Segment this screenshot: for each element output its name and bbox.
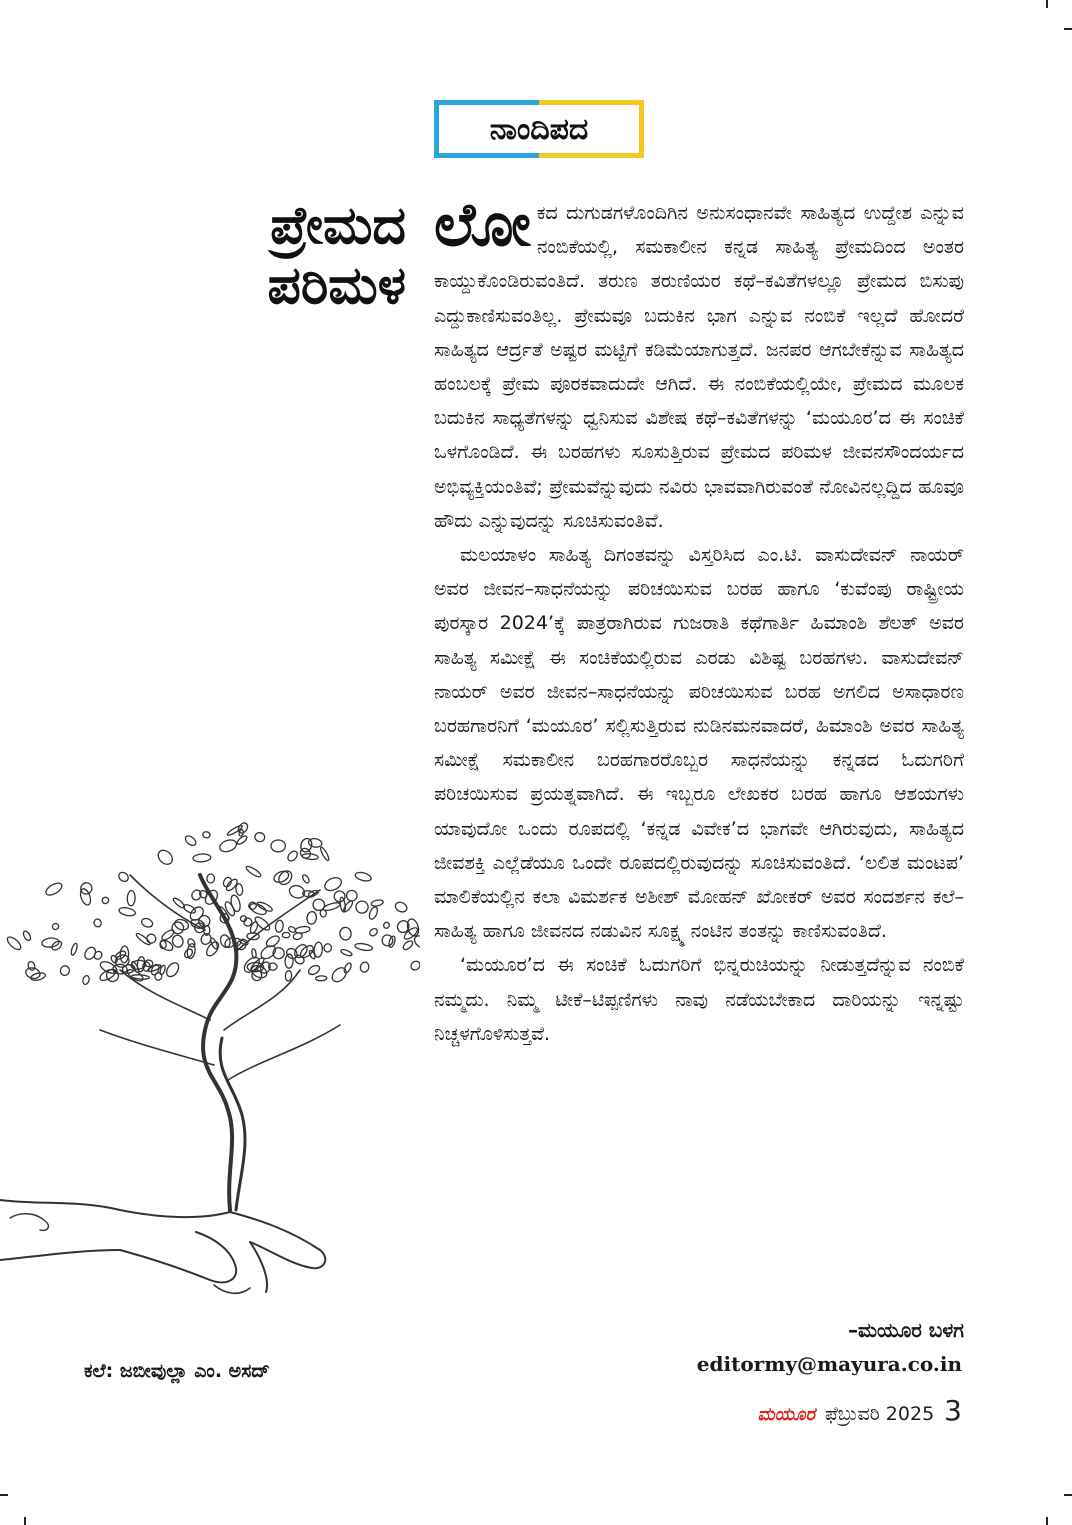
- leaf-scribble: [59, 965, 71, 977]
- leaf-scribble: [51, 922, 59, 930]
- page-footer: [757, 1394, 962, 1427]
- leaf-scribble: [344, 888, 359, 903]
- headline-line-2: ಪರಿಮಳ: [267, 256, 406, 316]
- leaf-scribble: [245, 865, 262, 879]
- crop-mark: [1046, 0, 1048, 8]
- leaf-scribble: [164, 961, 181, 979]
- leaf-scribble: [248, 901, 257, 910]
- editor-email[interactable]: editormy@mayura.co.in: [696, 1352, 962, 1376]
- leaf-scribble: [271, 840, 285, 852]
- leaf-scribble: [368, 927, 378, 937]
- leaf-scribble: [322, 901, 341, 912]
- leaf-scribble: [182, 903, 196, 915]
- leaf-scribble: [145, 933, 157, 945]
- leaf-scribble: [301, 874, 310, 884]
- leaf-scribble: [82, 975, 90, 985]
- leaf-scribble: [330, 965, 349, 984]
- crop-mark: [1046, 1517, 1048, 1525]
- leaf-scribble: [93, 918, 102, 928]
- leaf-scribble: [202, 831, 210, 838]
- leaf-scribble: [222, 876, 233, 888]
- leaf-scribble: [209, 937, 218, 950]
- leaf-scribble: [359, 961, 369, 973]
- leaf-scribble: [402, 939, 414, 951]
- leaf-scribble: [368, 906, 379, 921]
- tree-hand-illustration: [0, 780, 420, 1300]
- leaf-scribble: [293, 932, 303, 940]
- leaf-scribble: [30, 972, 46, 982]
- leaf-scribble: [5, 935, 23, 952]
- signature: –ಮಯೂರ ಬಳಗ: [848, 1318, 964, 1342]
- leaf-scribble: [319, 846, 330, 861]
- leaf-scribble: [340, 948, 353, 957]
- leaf-scribble: [118, 906, 136, 917]
- leaf-scribble: [229, 894, 241, 912]
- leaf-scribble: [218, 838, 238, 854]
- leaf-scribble: [120, 946, 129, 963]
- tree-canopy: [5, 821, 420, 985]
- leaf-scribble: [27, 961, 36, 972]
- leaf-scribble: [356, 901, 369, 913]
- leaf-scribble: [256, 900, 273, 912]
- leaf-scribble: [249, 921, 259, 934]
- leaf-scribble: [204, 940, 221, 958]
- leaf-scribble: [101, 896, 110, 904]
- leaf-scribble: [323, 875, 344, 893]
- leaf-scribble: [354, 871, 372, 883]
- leaf-scribble: [307, 964, 321, 977]
- leaf-scribble: [127, 890, 135, 905]
- leaf-scribble: [41, 937, 59, 948]
- leaf-scribble: [406, 918, 420, 938]
- leaf-scribble: [184, 834, 198, 847]
- leaf-scribble: [171, 934, 184, 948]
- crop-mark: [0, 1494, 8, 1496]
- article-paragraph-2: ಮಲಯಾಳಂ ಸಾಹಿತ್ಯ ದಿಗಂತವನ್ನು ವಿಸ್ತರಿಸಿದ ಎಂ.ಟಿ. ವಾಸುದೇವನ್ ನಾಯರ್ ಅವರ ಜೀವನ–ಸಾಧನೆಯನ್ನು ಪರಿಚಯಿಸುವ ಬರಹ ಹಾಗೂ ‘ಕುವೆಂಪು ರಾಷ್ಟ್ರೀಯ ಪುರಸ್ಕಾರ 2024’ಕ್ಕೆ ಪಾತ್ರರಾಗಿರುವ ಗುಜರಾತಿ ಕಥೆಗಾರ್ತಿ ಹಿಮಾಂಶಿ ಶೆಲತ್ ಅವರ ಸಾಹಿತ್ಯ ಸಮೀಕ್ಷೆ ಈ ಸಂಚಿಕೆಯಲ್ಲಿರುವ ಎರಡು ವಿಶಿಷ್ಟ ಬರಹಗಳು. ವಾಸುದೇವನ್ ನಾಯರ್ ಅವರ ಜೀವನ–ಸಾಧನೆಯನ್ನು ಪರಿಚಯಿಸುವ ಬರಹ ಅಗಲಿದ ಅಸಾಧಾರಣ ಬರಹಗಾರನಿಗೆ ‘ಮಯೂರ’ ಸಲ್ಲಿಸುತ್ತಿರುವ ನುಡಿನಮನವಾದರೆ, ಹಿಮಾಂಶಿ ಅವರ ಸಾಹಿತ್ಯ ಸಮೀಕ್ಷೆ ಸಮಕಾಲೀನ ಬರಹಗಾರರೊಬ್ಬರ ಸಾಧನೆಯನ್ನು ಕನ್ನಡದ ಓದುಗರಿಗೆ ಪರಿಚಯಿಸುವ ಪ್ರಯತ್ನವಾಗಿದೆ. ಈ ಇಬ್ಬರೂ ಲೇಖಕರ ಬರಹ ಹಾಗೂ ಆಶಯಗಳು ಯಾವುದೋ ಒಂದು ರೂಪದಲ್ಲಿ ‘ಕನ್ನಡ ವಿವೇಕ’ದ ಭಾಗವೇ ಆಗಿರುವುದು, ಸಾಹಿತ್ಯದ ಜೀವಶಕ್ತಿ ಎಲ್ಲೆಡೆಯೂ ಒಂದೇ ರೂಪದಲ್ಲಿರುವುದನ್ನು ಸೂಚಿಸುವಂತಿದೆ. ‘ಲಲಿತ ಮಂಟಪ’ ಮಾಲಿಕೆಯಲ್ಲಿನ ಕಲಾ ವಿಮರ್ಶಕ ಅಶೀಶ್ ಮೋಹನ್ ಖೋಕರ್ ಅವರ ಸಂದರ್ಶನ ಕಲೆ–ಸಾಹಿತ್ಯ ಹಾಗೂ ಜೀವನದ ನಡುವಿನ ಸೂಕ್ಷ್ಮ ನಂಟಿನ ತಂತನ್ನು ಕಾಣಿಸುವಂತಿದೆ.: [434, 544, 964, 943]
- leaf-scribble: [354, 942, 373, 951]
- leaf-scribble: [104, 967, 121, 984]
- leaf-scribble: [254, 832, 265, 843]
- art-credit: ಕಲೆ: ಜಬೀವುಲ್ಲಾ ಎಂ. ಅಸದ್: [84, 1360, 270, 1382]
- drop-cap: ಲೋ: [434, 190, 531, 260]
- leaf-scribble: [306, 911, 317, 925]
- crop-mark: [1064, 28, 1072, 30]
- section-tag: ನಾಂದಿಪದ: [434, 100, 644, 158]
- leaf-scribble: [79, 888, 93, 907]
- leaf-scribble: [339, 927, 352, 941]
- headline: [216, 196, 406, 316]
- leaf-scribble: [316, 976, 327, 981]
- article-paragraph-3: ‘ಮಯೂರ’ದ ಈ ಸಂಚಿಕೆ ಓದುಗರಿಗೆ ಭಿನ್ನರುಚಿಯನ್ನು ನೀಡುತ್ತದೆನ್ನುವ ನಂಬಿಕೆ ನಮ್ಮದು. ನಿಮ್ಮ ಟೀಕೆ–ಟಿಪ್ಪಣಿಗಳು ನಾವು ನಡೆಯಬೇಕಾದ ದಾರಿಯನ್ನು ಇನ್ನಷ್ಟು ನಿಚ್ಚಳಗೊಳಿಸುತ್ತವೆ.: [434, 954, 964, 1045]
- leaf-scribble: [140, 917, 154, 929]
- leaf-scribble: [155, 847, 175, 867]
- article-paragraph-1: [434, 190, 964, 538]
- leaf-scribble: [188, 905, 206, 923]
- leaf-scribble: [22, 930, 32, 942]
- leaf-scribble: [285, 970, 292, 981]
- leaf-scribble: [285, 954, 293, 968]
- leaf-scribble: [371, 899, 384, 907]
- leaf-scribble: [117, 870, 130, 883]
- leaf-scribble: [409, 959, 420, 971]
- editorial-article: [434, 190, 964, 1051]
- leaf-scribble: [383, 921, 390, 929]
- leaf-scribble: [70, 943, 78, 956]
- magazine-logo: ಮಯೂರ: [757, 1404, 815, 1425]
- leaf-scribble: [193, 853, 211, 862]
- page-number: 3: [944, 1394, 962, 1427]
- paragraph-text: ಕದ ದುಗುಡಗಳೊಂದಿಗಿನ ಅನುಸಂಧಾನವೇ ಸಾಹಿತ್ಯದ ಉದ್ದೇಶ ಎನ್ನುವ ನಂಬಿಕೆಯಲ್ಲಿ, ಸಮಕಾಲೀನ ಕನ್ನಡ ಸಾಹಿತ್ಯ ಪ್ರೇಮದಿಂದ ಅಂತರ ಕಾಯ್ದುಕೊಂಡಿರುವಂತಿದೆ. ತರುಣ ತರುಣಿಯರ ಕಥೆ–ಕವಿತೆಗಳಲ್ಲೂ ಪ್ರೇಮದ ಬಿಸುಪು ಎದ್ದುಕಾಣಿಸುವಂತಿಲ್ಲ. ಪ್ರೇಮವೂ ಬದುಕಿನ ಭಾಗ ಎನ್ನುವ ನಂಬಿಕೆ ಇಲ್ಲದೆ ಹೋದರೆ ಸಾಹಿತ್ಯದ ಆರ್ದ್ರತೆ ಅಷ್ಟರ ಮಟ್ಟಿಗೆ ಕಡಿಮೆಯಾಗುತ್ತದೆ. ಜನಪರ ಆಗಬೇಕೆನ್ನುವ ಸಾಹಿತ್ಯದ ಹಂಬಲಕ್ಕೆ ಪ್ರೇಮ ಪೂರಕವಾದುದೇ ಆಗಿದೆ. ಈ ನಂಬಿಕೆಯಲ್ಲಿಯೇ, ಪ್ರೇಮದ ಮೂಲಕ ಬದುಕಿನ ಸಾಧ್ಯತೆಗಳನ್ನು ಧ್ವನಿಸುವ ವಿಶೇಷ ಕಥೆ–ಕವಿತೆಗಳನ್ನು ‘ಮಯೂರ’ದ ಈ ಸಂಚಿಕೆ ಒಳಗೊಂಡಿದೆ. ಈ ಬರಹಗಳು ಸೂಸುತ್ತಿರುವ ಪ್ರೇಮದ ಪರಿಮಳ ಜೀವನಸೌಂದರ್ಯದ ಅಭಿವ್ಯಕ್ತಿಯಂತಿವೆ; ಪ್ರೇಮವೆನ್ನುವುದು ನವಿರು ಭಾವವಾಗಿರುವಂತೆ ನೋವಿನಲ್ಲದ್ದಿದ ಹೂವೂ ಹೌದು ಎನ್ನುವುದನ್ನು ಸೂಚಿಸುವಂತಿವೆ.: [434, 202, 964, 532]
- leaf-scribble: [135, 932, 151, 946]
- crop-mark: [1064, 1494, 1072, 1496]
- leaf-scribble: [275, 920, 284, 933]
- leaf-scribble: [286, 849, 299, 862]
- leaf-scribble: [394, 900, 409, 913]
- issue-date: ಫೆಬ್ರುವರಿ 2025: [824, 1403, 935, 1425]
- leaf-scribble: [282, 932, 290, 937]
- headline-line-1: ಪ್ರೇಮದ: [270, 196, 406, 256]
- leaf-scribble: [207, 874, 215, 883]
- crop-mark: [24, 1517, 26, 1525]
- leaf-scribble: [323, 943, 332, 952]
- leaf-scribble: [276, 868, 294, 887]
- leaf-scribble: [154, 972, 163, 981]
- leaf-scribble: [44, 881, 64, 898]
